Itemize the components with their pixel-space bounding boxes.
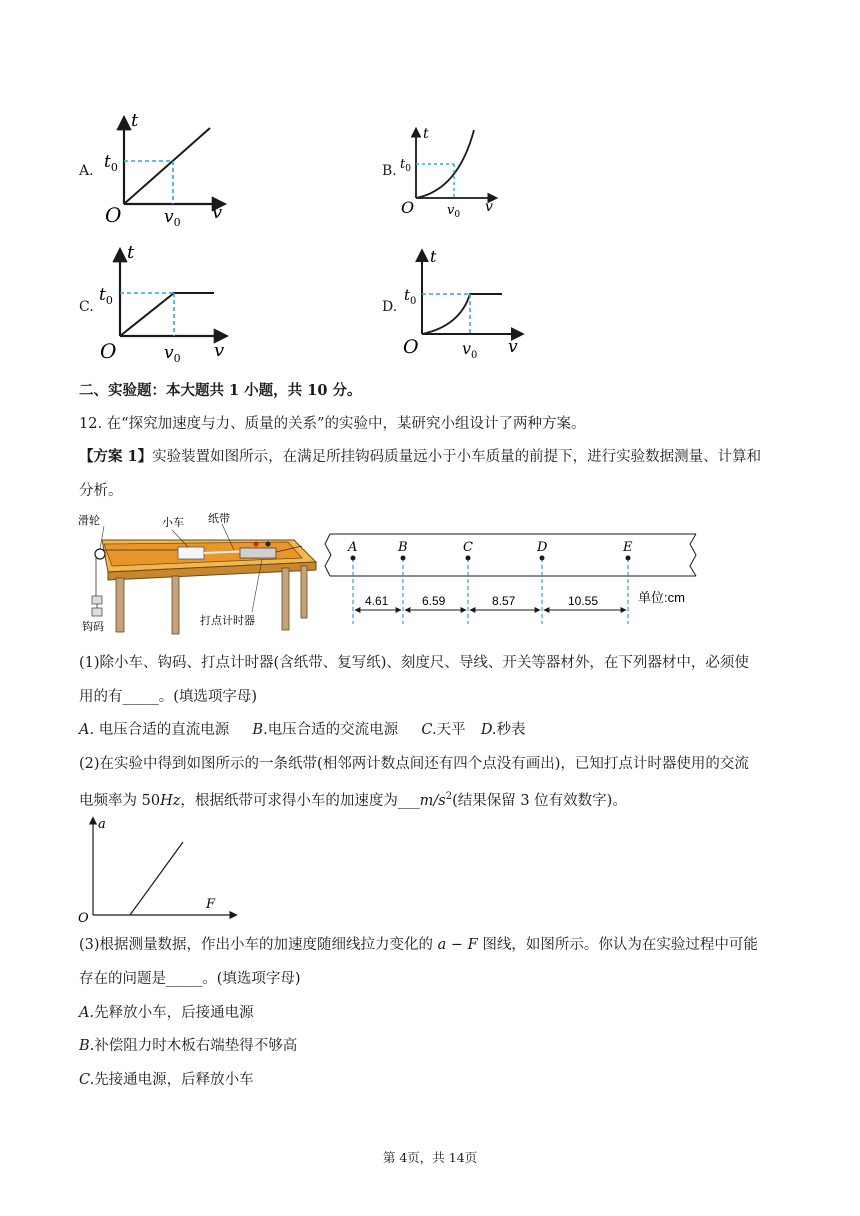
plan1-tag: 【方案 1】 [79, 448, 153, 465]
sub2-line2 [79, 787, 627, 811]
x-mark-sub: 0 [471, 350, 478, 361]
weights-label: 钩码 [82, 620, 104, 633]
graph-option-b [398, 124, 504, 220]
sub1-options [79, 720, 526, 740]
svg-text:t0 [99, 285, 113, 307]
origin-label: O [100, 339, 117, 363]
sub3-line2: 存在的问题是_____。(填选项字母) [79, 971, 301, 987]
sub2-unit-exp: 2 [445, 791, 453, 802]
sub1-opt-b-text: 电压合适的交流电源 [267, 722, 399, 738]
apparatus-figure [76, 510, 324, 636]
sub2-line1: (2)在实验中得到如图所示的一条纸带(相邻两计数点间还有四个点没有画出)，已知打点计时器使用的交流 [79, 756, 749, 772]
graph-option-c [96, 244, 232, 368]
af-y-label: a [98, 817, 106, 832]
y-axis-label: t [423, 126, 429, 142]
y-mark: t [99, 285, 106, 305]
sub2-unit: m/s [419, 792, 446, 809]
plan1-text: 实验装置如图所示，在满足所挂钩码质量远小于小车质量的前提下，进行实验数据测量、计算和 [152, 449, 762, 465]
y-axis-label: t [430, 247, 437, 266]
y-mark-sub: 0 [110, 161, 118, 174]
x-mark-sub: 0 [173, 216, 181, 229]
y-axis-label: t [127, 244, 135, 263]
af-origin-label: O [78, 911, 89, 926]
point-c-label: C [463, 540, 473, 555]
sub1-opt-c-letter: C. [421, 722, 437, 738]
sub2-freq-unit: Hz [160, 792, 181, 809]
sub3-opt-a-letter: A. [79, 1005, 95, 1021]
sub3-opt-c-letter: C. [79, 1072, 95, 1088]
sub1-opt-d-text: 秒表 [496, 722, 526, 738]
sub1-line1: (1)除小车、钩码、打点计时器(含纸带、复写纸)、刻度尺、导线、开关等器材外，在下列器材中，必须使 [79, 655, 749, 671]
option-a-label: A. [79, 163, 94, 179]
svg-text:t0 [104, 152, 118, 174]
x-mark: v [164, 343, 174, 363]
svg-text:v0 [164, 207, 181, 229]
x-mark-sub: 0 [173, 352, 181, 365]
x-axis-label: v [212, 202, 223, 223]
sub2-text-a: 电频率为 [79, 792, 142, 809]
sub1-opt-c-text: 天平 [436, 722, 466, 738]
distance-de: 10.55 [568, 594, 599, 608]
svg-text:v0 [164, 343, 181, 365]
option-d-label: D. [382, 299, 398, 315]
timer-label: 打点计时器 [200, 614, 255, 627]
unit-label: 单位:cm [638, 590, 685, 605]
plan1-line1 [79, 447, 761, 467]
page-footer: 第 4页，共 14页 [382, 1150, 478, 1165]
x-axis-label: v [214, 340, 225, 361]
graph-option-a [100, 112, 230, 230]
y-mark: t [400, 157, 406, 172]
sub2-freq: 50 [141, 792, 161, 809]
af-x-label: F [206, 897, 216, 912]
sub2-text-b: ，根据纸带可求得小车的加速度为___ [180, 792, 420, 809]
plan1-line2: 分析。 [79, 483, 123, 499]
x-mark: v [447, 203, 455, 218]
y-mark-sub: 0 [405, 164, 411, 174]
point-e-label: E [623, 540, 633, 555]
y-axis-label: t [131, 112, 139, 131]
sub3-option-a [79, 1003, 254, 1023]
q12-intro: 12. 在“探究加速度与力、质量的关系”的实验中，某研究小组设计了两种方案。 [79, 416, 586, 432]
point-d-label: D [537, 540, 548, 555]
sub1-opt-d-letter: D. [480, 722, 497, 738]
sub3-opt-b-text: 补偿阻力时木板右端垫得不够高 [94, 1038, 298, 1054]
pulley-label: 滑轮 [78, 514, 100, 527]
sub1-opt-a-text: 电压合适的直流电源 [94, 722, 230, 738]
sub1-opt-a-letter: A. [79, 722, 95, 738]
sub3-af: a − F [437, 937, 478, 953]
y-mark: t [104, 152, 111, 172]
sub1-line2: 用的有_____。(填选项字母) [79, 689, 258, 705]
y-mark: t [404, 286, 411, 304]
cart-label: 小车 [162, 516, 184, 529]
point-a-label: A [348, 540, 358, 555]
origin-label: O [401, 198, 415, 217]
sub3-option-b [79, 1036, 297, 1056]
sub3-line1 [79, 935, 758, 955]
y-mark-sub: 0 [105, 294, 113, 307]
svg-text:t0 [404, 286, 416, 307]
sub3-text-b: 图线，如图所示。你认为在实验过程中可能 [477, 937, 758, 953]
sub3-opt-b-letter: B. [79, 1038, 95, 1054]
sub3-option-c [79, 1070, 254, 1090]
y-mark-sub: 0 [410, 296, 417, 307]
graph-option-d [400, 246, 526, 364]
origin-label: O [403, 336, 419, 358]
distance-bc: 6.59 [422, 594, 446, 608]
sub3-text-a: (3)根据测量数据，作出小车的加速度随细线拉力变化的 [79, 937, 438, 953]
tape-label: 纸带 [208, 512, 230, 525]
svg-text:v0 [462, 339, 477, 361]
option-b-label: B. [382, 163, 397, 179]
distance-ab: 4.61 [365, 594, 389, 608]
paper-tape-figure [322, 530, 710, 626]
section-heading: 二、实验题：本大题共 1 小题，共 10 分。 [79, 382, 362, 399]
sub3-opt-a-text: 先释放小车，后接通电源 [94, 1005, 254, 1021]
sub2-text-c: (结果保留 3 位有效数字)。 [452, 792, 627, 809]
sub3-opt-c-text: 先接通电源，后释放小车 [94, 1072, 254, 1088]
point-b-label: B [398, 540, 408, 555]
sub1-opt-b-letter: B. [252, 722, 268, 738]
x-mark: v [462, 339, 472, 358]
option-c-label: C. [79, 299, 94, 315]
origin-label: O [105, 203, 122, 227]
svg-text:v0 [447, 203, 460, 220]
af-graph [76, 814, 242, 926]
x-mark-sub: 0 [454, 210, 461, 220]
x-axis-label: v [508, 337, 518, 357]
svg-text:t0 [400, 157, 411, 174]
x-axis-label: v [485, 199, 493, 215]
distance-cd: 8.57 [492, 594, 516, 608]
x-mark: v [164, 207, 174, 227]
